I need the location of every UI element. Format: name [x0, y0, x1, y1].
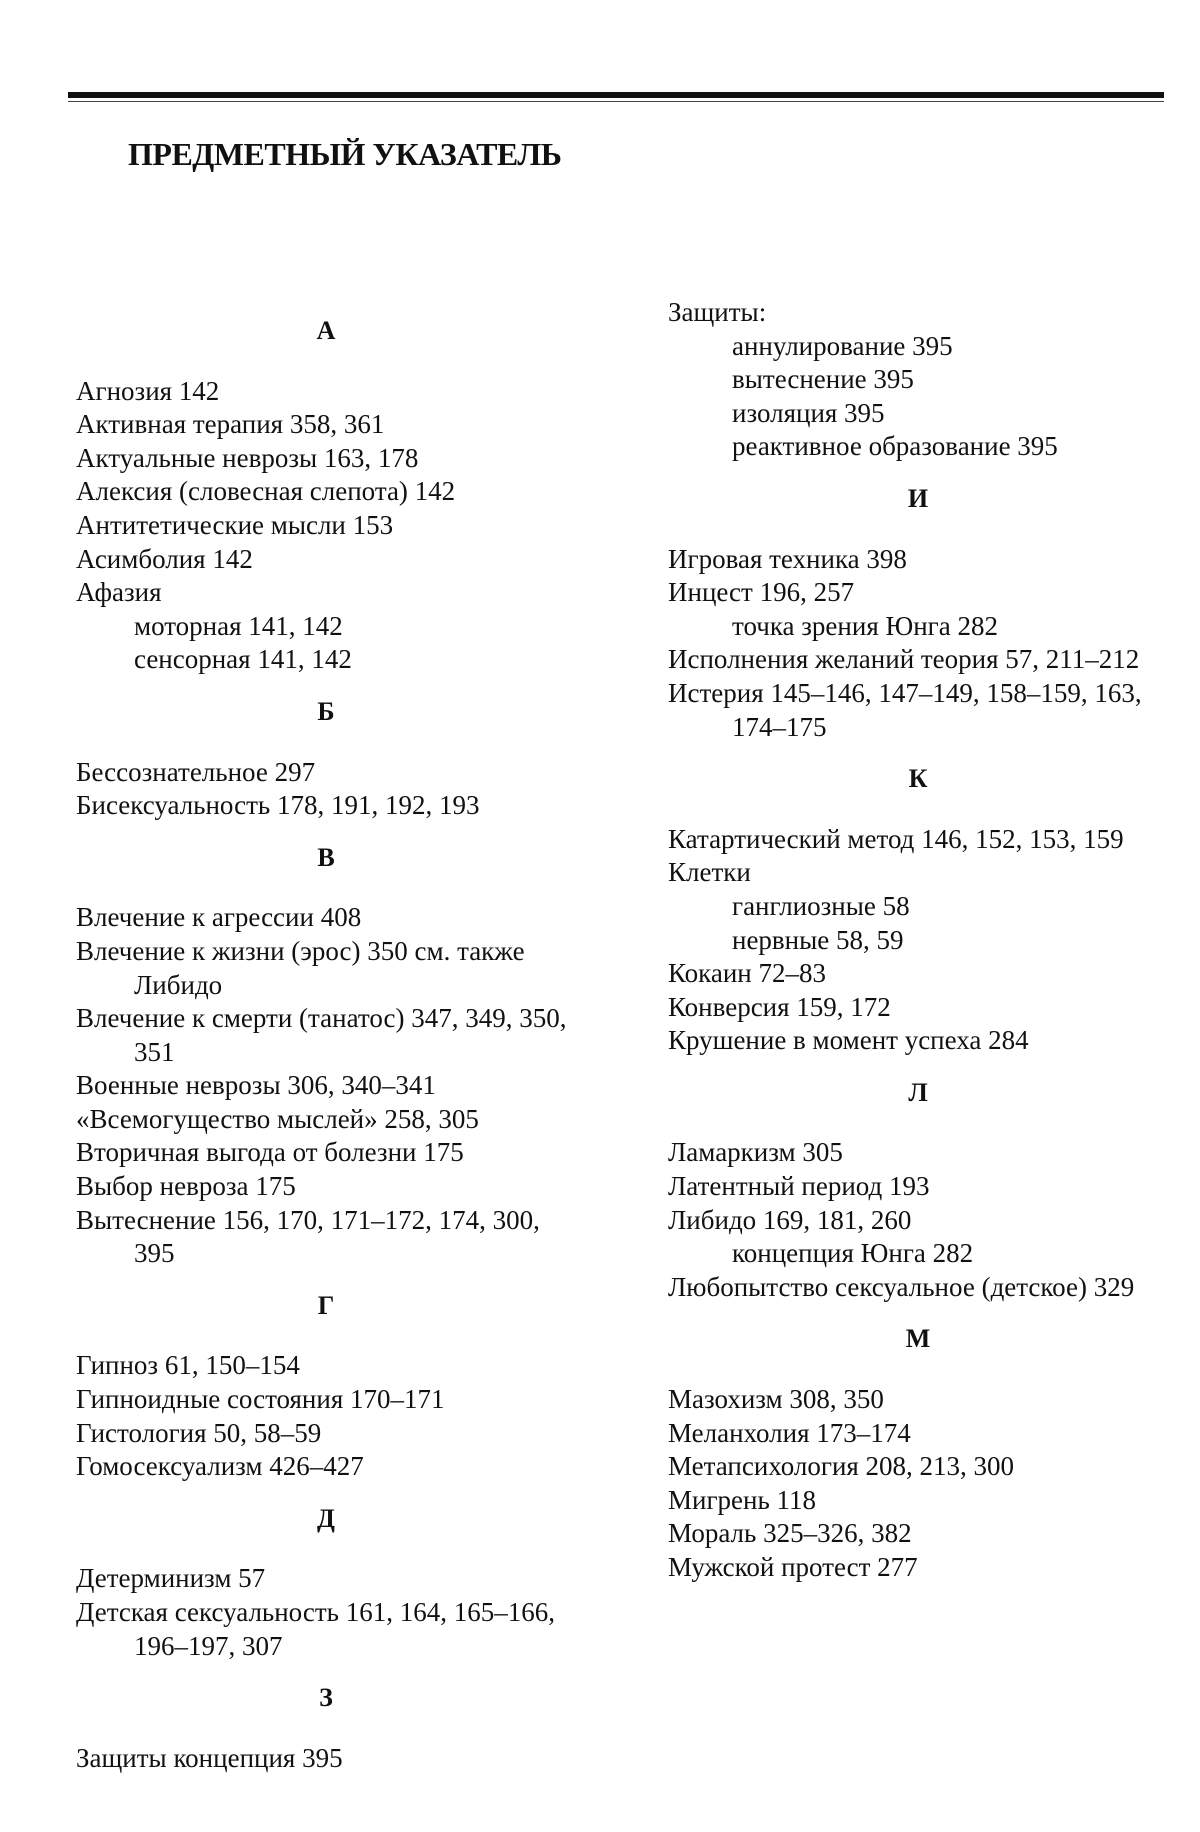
index-subentry: аннулирование 395 [732, 330, 953, 361]
section-letter: А [316, 316, 336, 345]
page-title: ПРЕДМЕТНЫЙ УКАЗАТЕЛЬ [128, 136, 562, 172]
index-entry: Игровая техника 398 [668, 543, 907, 574]
index-entry: Гомосексуализм 426–427 [76, 1451, 364, 1482]
index-column-left [76, 296, 576, 1775]
index-entry: Метапсихология 208, 213, 300 [668, 1451, 1015, 1482]
index-subentry: нервные 58, 59 [732, 924, 904, 955]
index-subentry: сенсорная 141, 142 [134, 644, 352, 675]
section-letter: К [908, 764, 928, 794]
index-entry: Исполнения желаний теория 57, 211–212 [668, 644, 1140, 675]
index-entry: Защиты концепция 395 [76, 1742, 343, 1773]
index-entry: Гипноз 61, 150–154 [76, 1350, 300, 1381]
index-entry: Мужской протест 277 [668, 1552, 918, 1582]
index-entry: Инцест 196, 257 [668, 577, 855, 608]
section-letter: Л [908, 1077, 928, 1107]
index-entry: Бисексуальность 178, 191, 192, 193 [76, 790, 480, 821]
index-entry: Меланхолия 173–174 [668, 1417, 911, 1448]
index-subentry: точка зрения Юнга 282 [732, 610, 998, 641]
index-entry: Либидо 169, 181, 260 [668, 1204, 912, 1235]
section-letter: Г [317, 1290, 335, 1320]
index-column-right [668, 296, 1168, 1585]
index-entry: Детская сексуальность 161, 164, 165–166, 196–197, 307 [76, 1597, 555, 1661]
index-entry: Выбор невроза 175 [76, 1171, 296, 1202]
index-entry: Клетки [668, 857, 751, 888]
index-entry: Влечение к жизни (эрос) 350 см. также Либидо [76, 935, 525, 1000]
section-letter: З [319, 1683, 333, 1713]
index-entry: Бессознательное 297 [76, 756, 316, 787]
index-entry: Детерминизм 57 [76, 1563, 266, 1594]
index-entry: Влечение к агрессии 408 [76, 902, 362, 933]
section-letter: Д [317, 1503, 335, 1533]
index-entry: Алексия (словесная слепота) 142 [76, 476, 456, 507]
index-entry: Военные неврозы 306, 340–341 [76, 1070, 436, 1101]
index-entry: Крушение в момент успеха 284 [668, 1025, 1029, 1056]
index-entry: «Всемогущество мыслей» 258, 305 [76, 1103, 479, 1134]
index-entry: Мигрень 118 [668, 1484, 817, 1515]
index-subentry: вытеснение 395 [732, 364, 914, 395]
index-entry: Латентный период 193 [668, 1171, 930, 1202]
section-letter: Б [317, 696, 335, 726]
index-entry: Мазохизм 308, 350 [668, 1384, 884, 1415]
section-letter: М [905, 1324, 931, 1354]
index-entry: Антитетические мысли 153 [76, 509, 394, 540]
index-entry: Афазия [76, 577, 162, 608]
index-entry: Вытеснение 156, 170, 171–172, 174, 300, 395 [76, 1204, 540, 1269]
index-subentry: изоляция 395 [732, 397, 885, 428]
index-subentry: моторная 141, 142 [134, 610, 343, 641]
section-letter: И [907, 483, 929, 513]
index-entry: Вторичная выгода от болезни 175 [76, 1137, 464, 1168]
index-entry: Защиты: [668, 297, 767, 327]
index-entry: Ламаркизм 305 [668, 1137, 843, 1168]
index-entry: Влечение к смерти (танатос) 347, 349, 350, 351 [76, 1003, 567, 1067]
index-entry: Кокаин 72–83 [668, 958, 827, 989]
section-letter: В [317, 842, 335, 872]
header-rule-thin [68, 101, 1164, 102]
index-entry: Истерия 145–146, 147–149, 158–159, 163, 174–175 [668, 677, 1142, 742]
index-entry: Мораль 325–326, 382 [668, 1518, 912, 1549]
index-entry: Агнозия 142 [76, 375, 220, 406]
index-entry: Катартический метод 146, 152, 153, 159 [668, 823, 1124, 854]
index-entry: Гистология 50, 58–59 [76, 1417, 322, 1448]
index-subentry: концепция Юнга 282 [732, 1238, 974, 1269]
index-entry: Асимболия 142 [76, 543, 253, 574]
index-entry: Активная терапия 358, 361 [76, 409, 385, 440]
header-rule [68, 92, 1164, 98]
index-entry: Гипноидные состояния 170–171 [76, 1384, 445, 1415]
index-subentry: реактивное образование 395 [732, 431, 1058, 462]
index-entry: Конверсия 159, 172 [668, 991, 891, 1022]
index-entry: Любопытство сексуальное (детское) 329 [668, 1271, 1135, 1302]
index-subentry: ганглиозные 58 [732, 890, 910, 921]
index-entry: Актуальные неврозы 163, 178 [76, 442, 419, 473]
